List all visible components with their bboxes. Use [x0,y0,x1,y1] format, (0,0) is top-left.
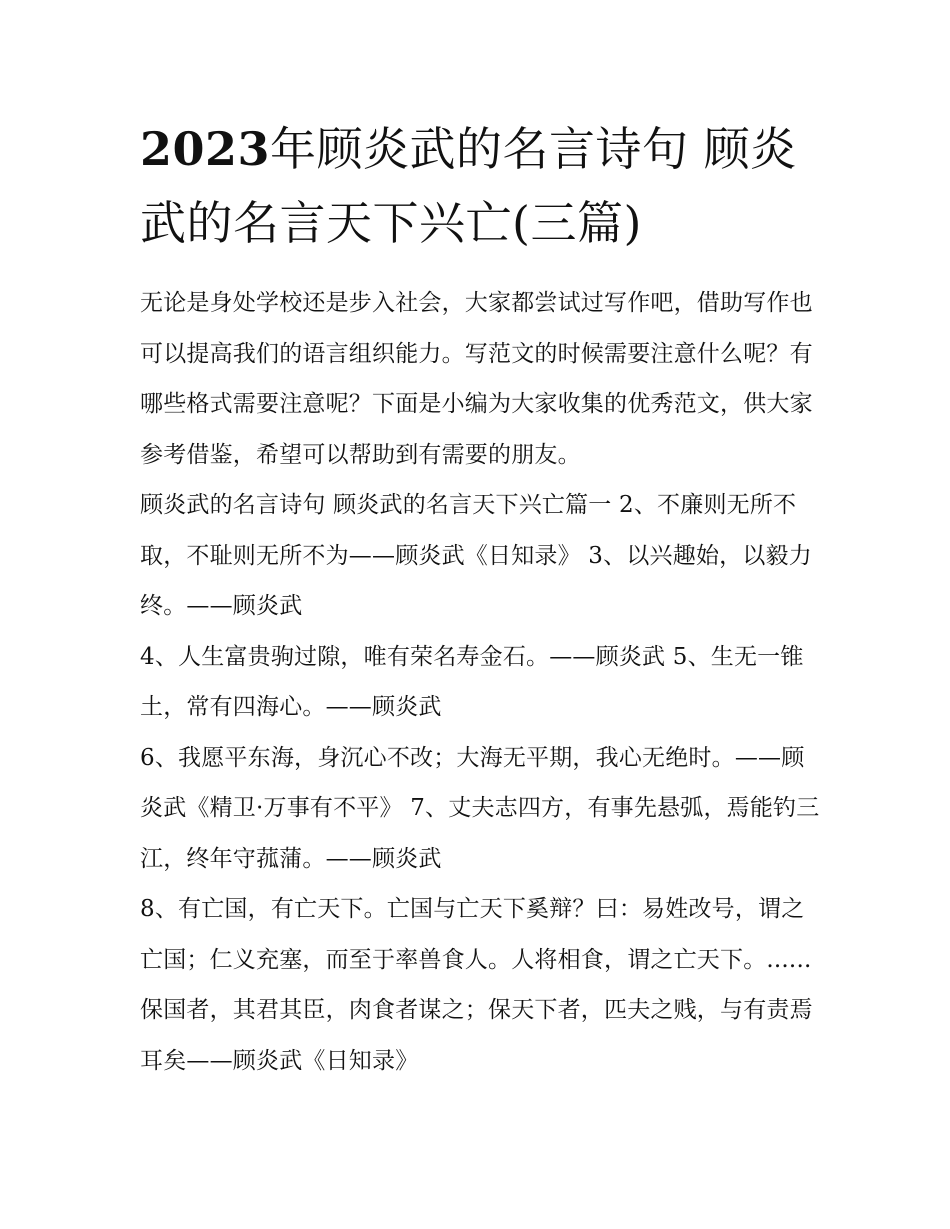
quote-paragraph-2: 4、人生富贵驹过隙，唯有荣名寿金石。——顾炎武 5、生无一锥土，常有四海心。——顾炎武 [140,643,804,720]
document-body [140,278,820,1086]
title-text: 年顾炎武的名言诗句 顾炎武的名言天下兴亡(三篇) [140,122,797,250]
document-page [140,112,820,1086]
quote-paragraph-1: 顾炎武的名言诗句 顾炎武的名言天下兴亡篇一 2、不廉则无所不取，不耻则无所不为——顾炎武《日知录》 3、以兴趣始，以毅力终。——顾炎武 [140,492,812,619]
document-title [140,112,820,260]
quote-paragraph-4: 8、有亡国，有亡天下。亡国与亡天下奚辩？曰：易姓改号，谓之亡国；仁义充塞，而至于率兽食人。人将相食，谓之亡天下。......保国者，其君其臣，肉食者谋之；保天下者，匹夫之贱，与有责焉耳矣——顾炎武《日知录》 [140,896,813,1074]
intro-paragraph: 无论是身处学校还是步入社会，大家都尝试过写作吧，借助写作也可以提高我们的语言组织能力。写范文的时候需要注意什么呢？有哪些格式需要注意呢？下面是小编为大家收集的优秀范文，供大家参考借鉴，希望可以帮助到有需要的朋友。 [140,290,813,468]
title-year: 2023 [140,122,271,176]
quote-paragraph-3: 6、我愿平东海，身沉心不改；大海无平期，我心无绝时。——顾炎武《精卫·万事有不平》 7、丈夫志四方，有事先悬弧，焉能钓三江，终年守菰蒲。——顾炎武 [140,744,820,872]
